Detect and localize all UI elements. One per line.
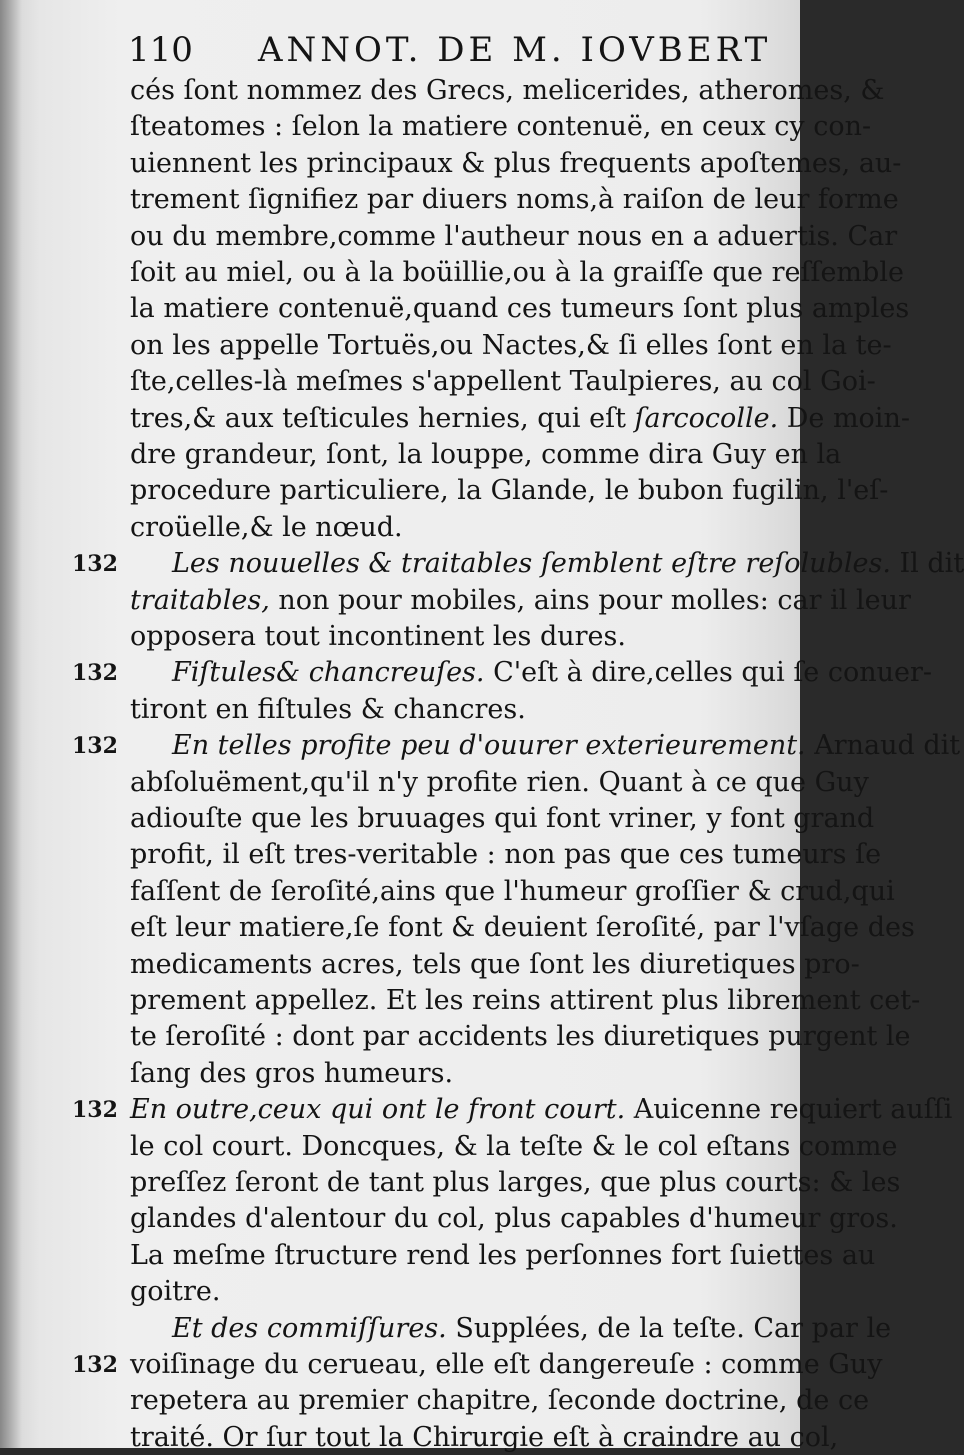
text-segment: traité. Or ſur tout la Chirurgie eſt à craindre au col, [130, 1421, 839, 1453]
text-segment: preſſez ſeront de tant plus larges, que plus courts: & les [130, 1167, 901, 1198]
text-segment: Supplées, de la teſte. Car par le [446, 1312, 892, 1344]
text-segment: non pour mobiles, ains pour molles: car il leur [269, 584, 911, 616]
text-segment: De moin- [778, 402, 910, 434]
text-segment: faſſent de ſeroſité,ains que l'humeur groſſier & crud,qui [130, 875, 895, 907]
text-line [130, 256, 904, 290]
margin-reference-number: 132 [72, 551, 118, 578]
text-segment: adiouſte que les bruuages qui font vriner, y font grand [130, 803, 875, 834]
text-line [130, 220, 898, 254]
text-line [172, 547, 964, 581]
text-line [130, 693, 762, 727]
text-segment: ſte,celles-là meſmes s'appellent Taulpieres, au col Goi- [130, 366, 876, 398]
margin-reference-number: 132 [72, 660, 118, 687]
text-line [172, 1312, 892, 1346]
text-segment: goitre. [130, 1276, 221, 1308]
text-line [130, 74, 885, 108]
text-segment: cés ſont nommez des Grecs, melicerides, atheromes, & [130, 75, 885, 106]
text-line [130, 511, 762, 545]
text-line [130, 984, 921, 1018]
lemma-text: En outre,ceux qui ont le front court. [130, 1094, 626, 1126]
text-segment: ſteatomes : ſelon la matiere contenuë, en ceux cy con- [130, 111, 872, 143]
text-line [130, 110, 872, 144]
lemma-text: Fiſtules& chancreuſes. [172, 657, 485, 689]
text-segment: trement ſignifiez par diuers noms,à raiſon de leur forme [130, 184, 899, 216]
text-line [130, 1202, 898, 1236]
text-segment: croüelle,& le nœud. [130, 511, 403, 543]
text-segment: Arnaud dit [805, 730, 961, 762]
text-segment: repetera au premier chapitre, ſeconde doctrine, de ce [130, 1385, 870, 1417]
text-line [130, 292, 910, 326]
text-segment: tres,& aux teſticules hernies, qui eſt [130, 402, 635, 434]
text-line [130, 1421, 839, 1455]
page-number: 110 [128, 30, 193, 70]
margin-reference-number: 132 [72, 1352, 118, 1378]
text-line [130, 365, 876, 399]
text-line [130, 1130, 898, 1164]
text-line [130, 948, 860, 982]
text-line [130, 620, 762, 654]
text-line [130, 438, 842, 472]
text-segment: profit, il eſt tres-veritable : non pas que ces tumeurs ſe [130, 839, 882, 871]
text-line [130, 1239, 876, 1273]
text-segment: uiennent les principaux & plus frequents apoſtemes, au- [130, 147, 902, 179]
text-line [130, 402, 910, 436]
text-line [130, 474, 889, 508]
text-segment: medicaments acres, tels que ſont les diuretiques pro- [130, 948, 860, 980]
text-line [130, 147, 902, 181]
text-segment: ſang des gros humeurs. [130, 1057, 454, 1089]
spine-shadow [0, 0, 22, 1448]
text-line [130, 1057, 762, 1091]
text-segment: te ſeroſité : dont par accidents les diuretiques purgent le [130, 1021, 911, 1053]
text-segment: procedure particuliere, la Glande, le bubon fugilin, l'eſ- [130, 475, 889, 507]
text-segment: le col court. Doncques, & la teſte & le col eſtans comme [130, 1130, 898, 1162]
text-line [130, 183, 899, 217]
text-line [130, 766, 869, 800]
text-line [130, 1348, 883, 1382]
lemma-text: ſarcocolle. [634, 402, 779, 434]
text-line [172, 656, 933, 690]
text-line [172, 729, 961, 763]
text-segment: prement appellez. Et les reins attirent plus librement cet- [130, 985, 921, 1016]
page-header [128, 28, 772, 72]
text-segment: La meſme ſtructure rend les perſonnes fort ſuiettes au [130, 1239, 876, 1271]
text-segment: tiront en fiſtules & chancres. [130, 693, 526, 725]
lemma-text: Les nouuelles & traitables ſemblent eſtre reſolubles. [172, 548, 891, 580]
text-line [130, 802, 875, 836]
text-segment: eſt leur matiere,ſe font & deuient ſeroſité, par l'vſage des [130, 912, 915, 944]
text-segment: ſoit au miel, ou à la boüillie,ou à la graiſſe que reſſemble [130, 257, 904, 288]
text-segment: opposera tout incontinent les dures. [130, 621, 626, 652]
text-line [130, 1384, 870, 1418]
text-line [130, 584, 911, 618]
text-line [130, 838, 882, 872]
running-title: ANNOT. DE M. IOVBERT [258, 30, 772, 70]
margin-reference-number: 132 [72, 1097, 118, 1124]
text-segment: Auicenne requiert auſſi [625, 1094, 953, 1126]
text-segment: ou du membre,comme l'autheur nous en a aduertis. Car [130, 220, 898, 252]
text-segment: la matiere contenuë,quand ces tumeurs ſont plus amples [130, 293, 910, 325]
text-segment: voiſinage du cerueau, elle eſt dangereuſe : comme Guy [130, 1349, 883, 1380]
text-line [130, 1020, 911, 1054]
text-line [130, 911, 915, 945]
lemma-text: traitables, [130, 584, 270, 616]
lemma-text: En telles profite peu d'ouurer exterieurement. [172, 730, 806, 762]
text-segment: dre grandeur, ſont, la louppe, comme dira Guy en la [130, 439, 842, 470]
text-line [130, 1275, 762, 1309]
text-line [130, 875, 895, 909]
text-segment: abſoluëment,qu'il n'y profite rien. Quant à ce que Guy [130, 766, 869, 798]
text-segment: glandes d'alentour du col, plus capables d'humeur gros. [130, 1203, 898, 1235]
margin-reference-number: 132 [72, 733, 118, 760]
lemma-text: Et des commiſſures. [172, 1312, 447, 1344]
text-segment: Il dit [890, 548, 964, 580]
text-segment: on les appelle Tortuës,ou Nactes,& ſi elles ſont en la te- [130, 329, 892, 361]
text-line [130, 1166, 901, 1200]
text-line [130, 329, 892, 363]
text-line [130, 1093, 953, 1127]
text-segment: C'eſt à dire,celles qui ſe conuer- [484, 657, 933, 689]
